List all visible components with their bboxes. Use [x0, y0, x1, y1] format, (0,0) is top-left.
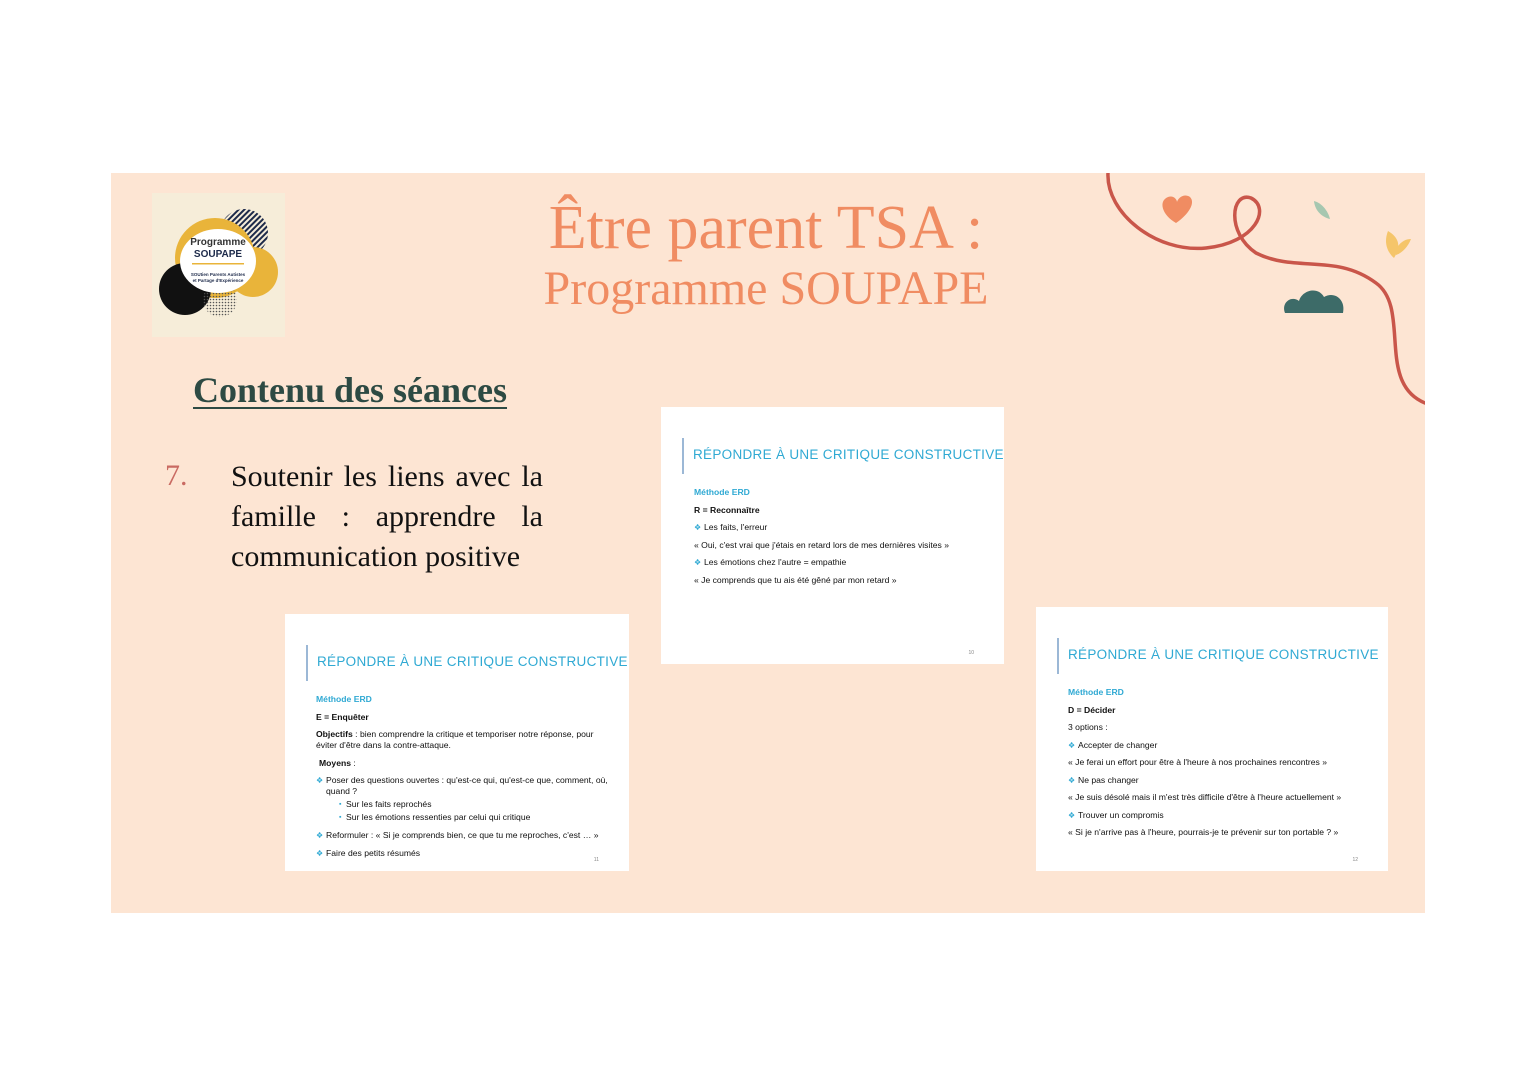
card-body — [694, 487, 988, 592]
page-number: 11 — [593, 857, 599, 863]
card-accent-bar — [306, 645, 308, 681]
card-title: RÉPONDRE À UNE CRITIQUE CONSTRUCTIVE — [317, 654, 628, 669]
objectives-text — [316, 729, 611, 751]
quote-line: « Je comprends que tu ais été gêné par mon retard » — [694, 574, 897, 585]
quote-line: « Je suis désolé mais il m'est très difficile d'être à l'heure actuellement » — [1068, 792, 1342, 802]
bullet-item: ❖ Faire des petits résumés — [316, 848, 611, 859]
title-line-2: Programme SOUPAPE — [543, 262, 989, 315]
card-accent-bar — [682, 438, 684, 474]
card-title: RÉPONDRE À UNE CRITIQUE CONSTRUCTIVE — [693, 447, 1004, 462]
bullet-item: ❖ Accepter de changer — [1068, 740, 1372, 751]
card-decider — [1036, 607, 1388, 871]
options-label: 3 options : — [1068, 722, 1108, 732]
leaf-icon-yellow-2 — [1396, 239, 1411, 255]
slide-title — [491, 191, 1041, 317]
bullet-item: ❖ Ne pas changer — [1068, 775, 1372, 786]
item-text: Soutenir les liens avec la famille : apprendre la communication positive — [231, 460, 543, 573]
card-body — [316, 694, 611, 865]
card-reconnaitre — [661, 407, 1004, 664]
step-label: D = Décider — [1068, 704, 1116, 715]
quote-line: « Oui, c'est vrai que j'étais en retard lors de mes dernières visites » — [694, 539, 950, 550]
method-label: Méthode ERD — [1068, 687, 1124, 697]
sub-bullet-item: ▪ Sur les faits reprochés — [316, 799, 611, 810]
sub-bullet-item: ▪ Sur les émotions ressenties par celui qui critique — [316, 812, 611, 823]
logo-text-soupape: SOUPAPE — [193, 249, 243, 260]
method-label: Méthode ERD — [316, 694, 372, 704]
title-line-1: Être parent TSA : — [548, 194, 984, 262]
means-suffix: : — [351, 757, 356, 768]
decoration — [1096, 173, 1425, 413]
page-number: 12 — [1352, 857, 1358, 863]
leaf-icon — [1314, 201, 1330, 219]
bullet-item: ❖ Les faits, l'erreur — [694, 522, 988, 533]
logo-tagline-line2: et Partage d'Expérience — [192, 278, 244, 283]
method-label: Méthode ERD — [694, 487, 750, 497]
item-number: 7. — [165, 459, 188, 492]
bullet-item: ❖ Reformuler : « Si je comprends bien, ce que tu me reproches, c'est … » — [316, 830, 611, 841]
card-enqueter — [285, 614, 629, 871]
step-label: E = Enquêter — [316, 711, 369, 722]
card-title: RÉPONDRE À UNE CRITIQUE CONSTRUCTIVE — [1068, 647, 1379, 662]
card-accent-bar — [1057, 638, 1059, 674]
bullet-item: ❖ Poser des questions ouvertes : qu'est-ce qui, qu'est-ce que, comment, où, quand ? — [316, 775, 611, 797]
bullet-item: ❖ Trouver un compromis — [1068, 810, 1372, 821]
page-number: 10 — [968, 650, 974, 656]
objectives-body: : bien comprendre la critique et temporiser notre réponse, pour éviter d'être dans la contre-attaque. — [316, 729, 594, 750]
objectives-label: Objectifs — [316, 729, 353, 739]
logo-tagline — [188, 272, 248, 284]
quote-line: « Je ferai un effort pour être à l'heure à nos prochaines rencontres » — [1068, 757, 1327, 767]
step-label: R = Reconnaître — [694, 504, 760, 515]
logo-text-programme: Programme — [190, 237, 246, 248]
section-heading: Contenu des séances — [193, 370, 508, 410]
programme-logo — [152, 193, 285, 337]
heart-icon — [1162, 196, 1192, 223]
swirl-line — [1108, 173, 1425, 403]
quote-line: « Si je n'arrive pas à l'heure, pourrais-je te prévenir sur ton portable ? » — [1068, 827, 1339, 837]
cloud-icon — [1284, 290, 1343, 313]
logo-tagline-line1: SOUtien Parents Autistes — [190, 272, 246, 277]
bullet-item: ❖ Les émotions chez l'autre = empathie — [694, 557, 988, 568]
slide — [111, 173, 1425, 913]
means-text — [316, 758, 611, 769]
card-body — [1068, 687, 1372, 845]
means-label: Moyens — [319, 757, 351, 768]
